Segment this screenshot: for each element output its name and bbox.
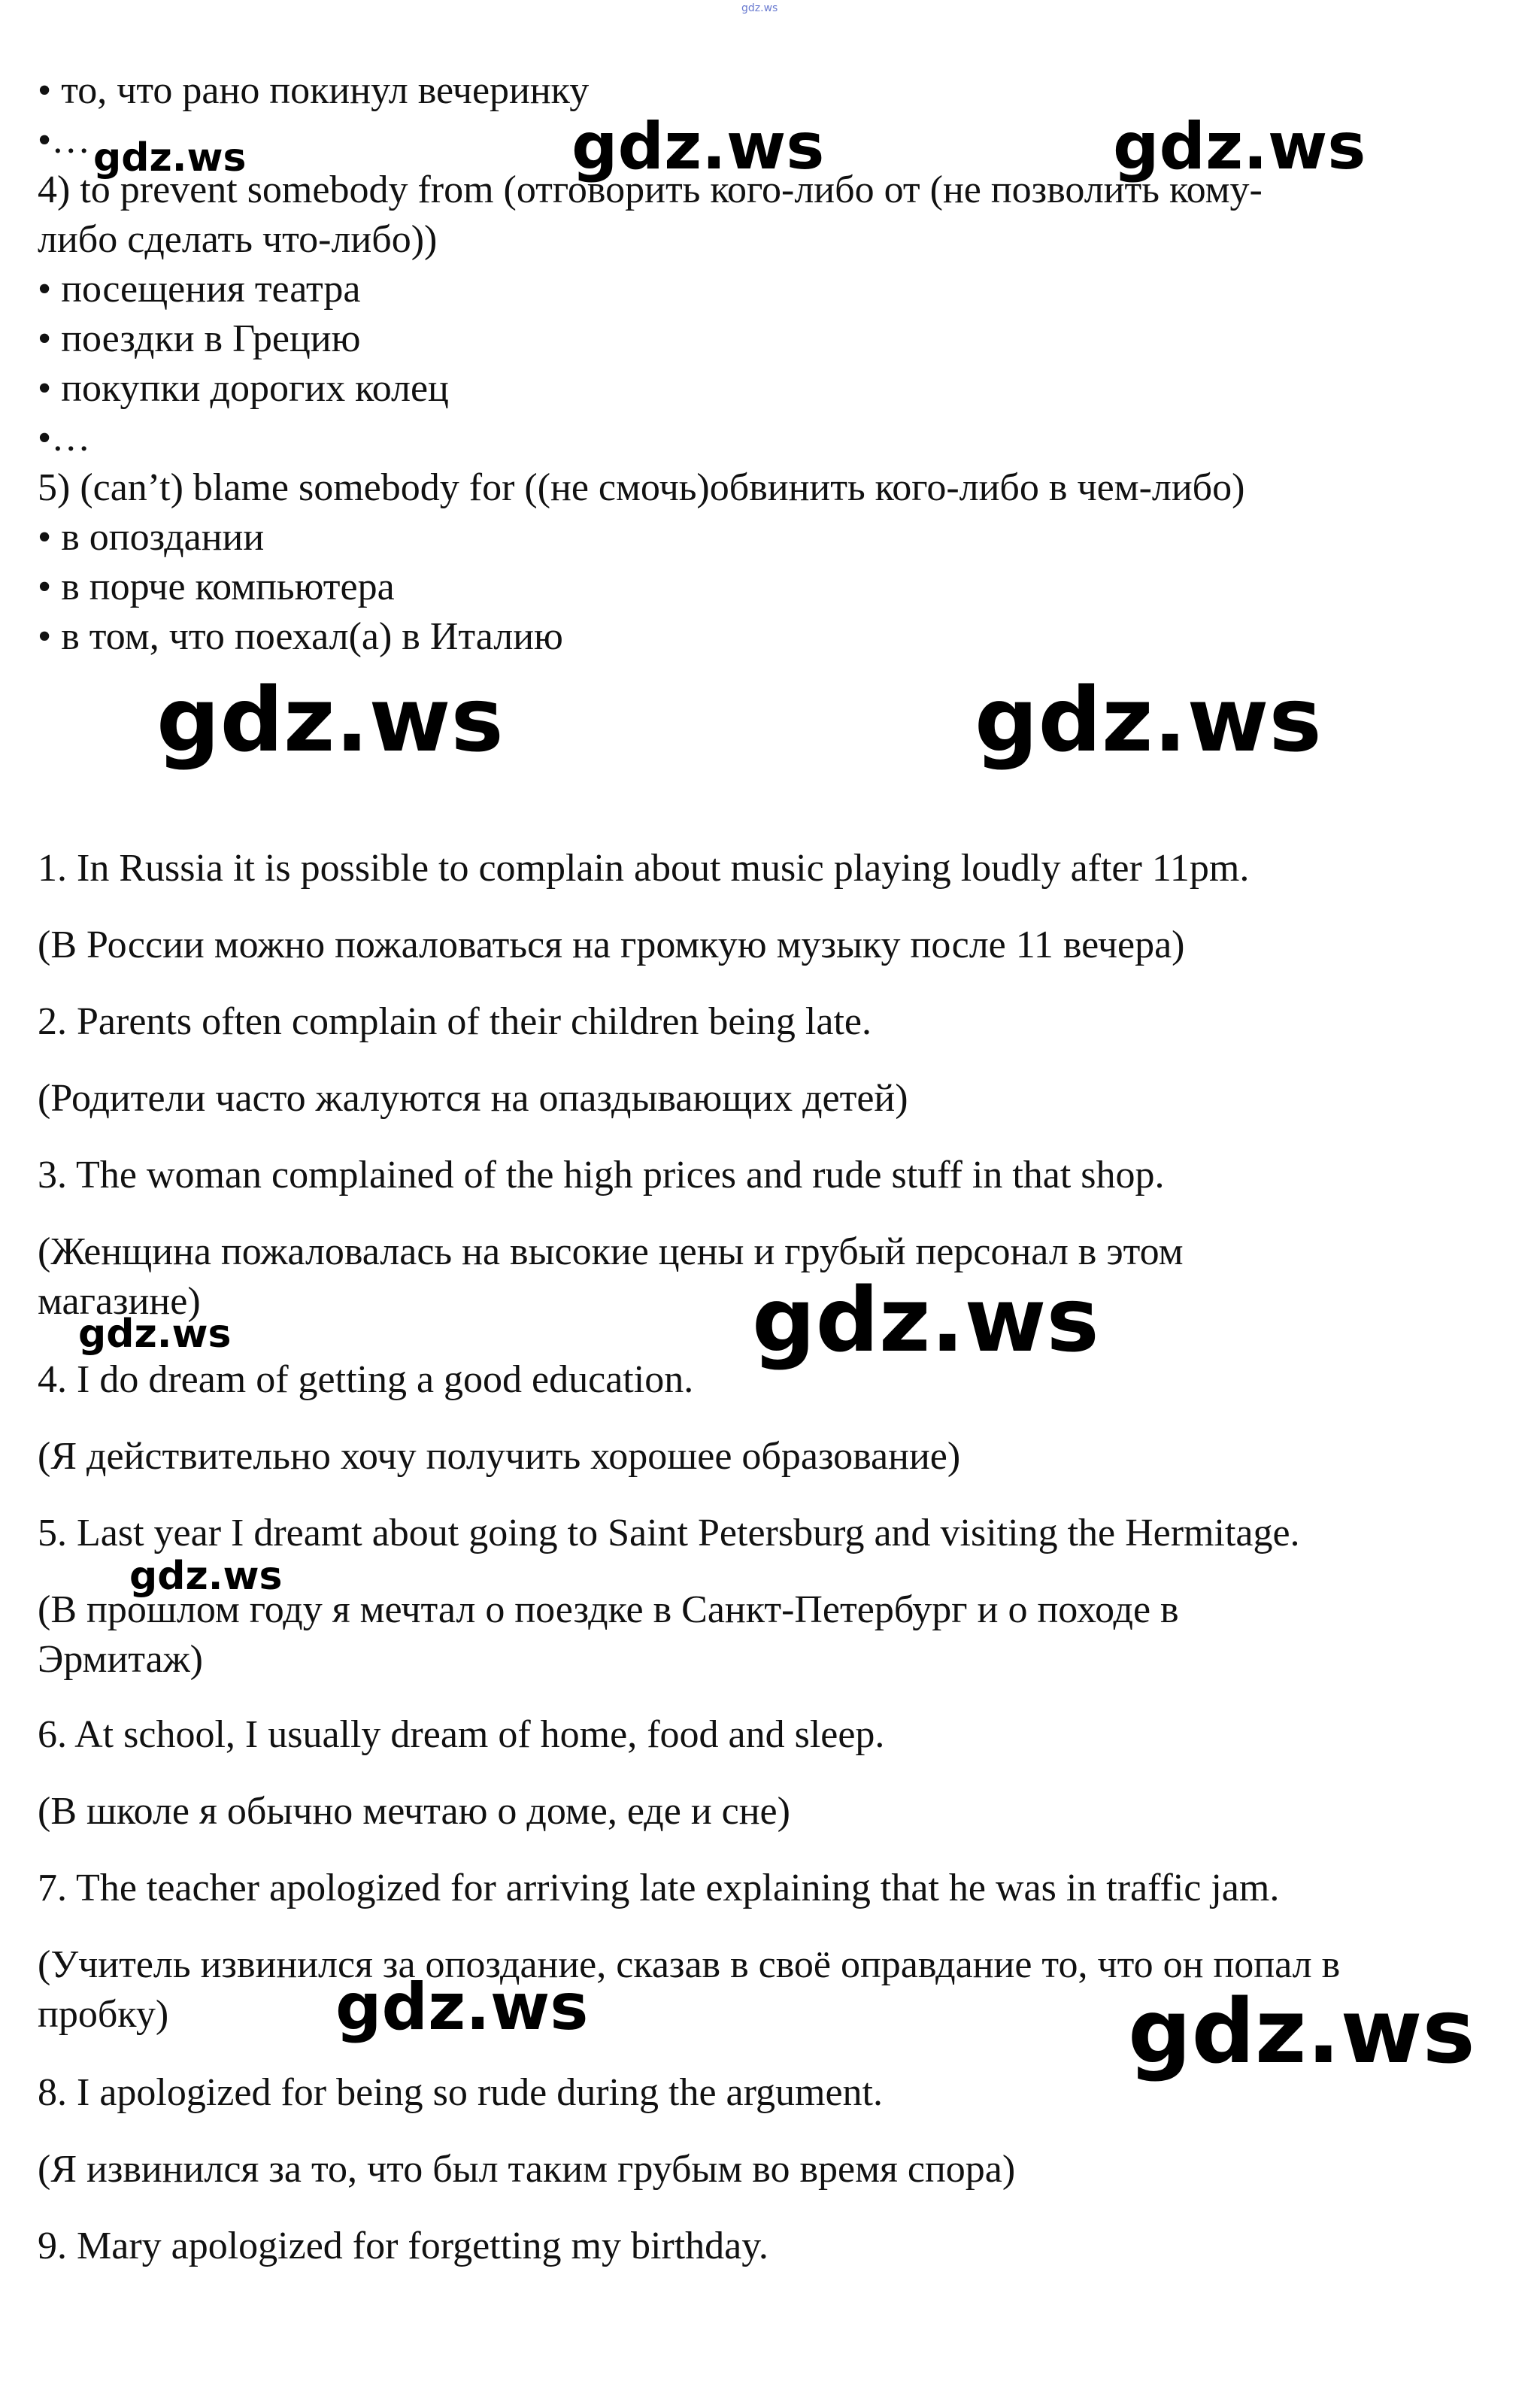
text-line: 4. I do dream of getting a good education.	[38, 1358, 694, 1401]
text-line: •…	[38, 417, 91, 460]
text-line: 6. At school, I usually dream of home, food and sleep.	[38, 1713, 885, 1756]
text-line: (Я действительно хочу получить хорошее образование)	[38, 1435, 961, 1478]
text-line: • поездки в Грецию	[38, 317, 361, 360]
watermark: gdz.ws	[752, 1268, 1099, 1372]
text-line: Эрмитаж)	[38, 1638, 203, 1681]
text-line: • покупки дорогих колец	[38, 367, 449, 410]
watermark: gdz.ws	[571, 109, 825, 184]
text-line: (Женщина пожаловалась на высокие цены и грубый персонал в этом	[38, 1230, 1184, 1273]
text-line: 5. Last year I dreamt about going to Saint Petersburg and visiting the Hermitage.	[38, 1512, 1300, 1554]
text-line: • то, что рано покинул вечеринку	[38, 69, 590, 112]
watermark: gdz.ws	[975, 668, 1322, 772]
header-watermark: gdz.ws	[741, 2, 778, 14]
text-line: (Я извинился за то, что был таким грубым во время спора)	[38, 2148, 1016, 2191]
text-line: 2. Parents often complain of their children being late.	[38, 1000, 872, 1043]
watermark: gdz.ws	[1113, 109, 1366, 184]
text-line: либо сделать что-либо))	[38, 218, 438, 261]
watermark: gdz.ws	[78, 1312, 232, 1357]
text-line: 3. The woman complained of the high prices and rude stuff in that shop.	[38, 1154, 1165, 1197]
watermark: gdz.ws	[335, 1970, 589, 2045]
text-line: (В России можно пожаловаться на громкую музыку после 11 вечера)	[38, 924, 1185, 966]
text-line: 8. I apologized for being so rude during the argument.	[38, 2071, 883, 2114]
text-line: (В школе я обычно мечтаю о доме, еде и сне)	[38, 1790, 790, 1833]
text-line: (Родители часто жалуются на опаздывающих детей)	[38, 1077, 908, 1120]
text-line: 7. The teacher apologized for arriving late explaining that he was in traffic jam.	[38, 1867, 1280, 1909]
text-line: • в том, что поехал(а) в Италию	[38, 615, 563, 658]
text-line: 1. In Russia it is possible to complain about music playing loudly after 11pm.	[38, 847, 1250, 890]
watermark: gdz.ws	[156, 668, 504, 772]
text-line: (В прошлом году я мечтал о поездке в Санкт-Петербург и о походе в	[38, 1588, 1179, 1631]
watermark: gdz.ws	[93, 135, 247, 180]
text-line: • посещения театра	[38, 268, 361, 311]
text-line: 4) to prevent somebody from (отговорить кого-либо от (не позволить кому-	[38, 168, 1263, 211]
text-line: •…	[38, 119, 91, 162]
text-line: 5) (can’t) blame somebody for ((не смочь)обвинить кого-либо в чем-либо)	[38, 466, 1245, 509]
text-line: • в порче компьютера	[38, 566, 395, 608]
text-line: (Учитель извинился за опоздание, сказав в своё оправдание то, что он попал в	[38, 1943, 1341, 1986]
watermark: gdz.ws	[129, 1554, 283, 1599]
text-line: 9. Mary apologized for forgetting my birthday.	[38, 2225, 768, 2267]
text-line: • в опоздании	[38, 516, 265, 559]
text-line: магазине)	[38, 1280, 201, 1323]
text-line: пробку)	[38, 1993, 169, 2036]
watermark: gdz.ws	[1128, 1979, 1475, 2083]
